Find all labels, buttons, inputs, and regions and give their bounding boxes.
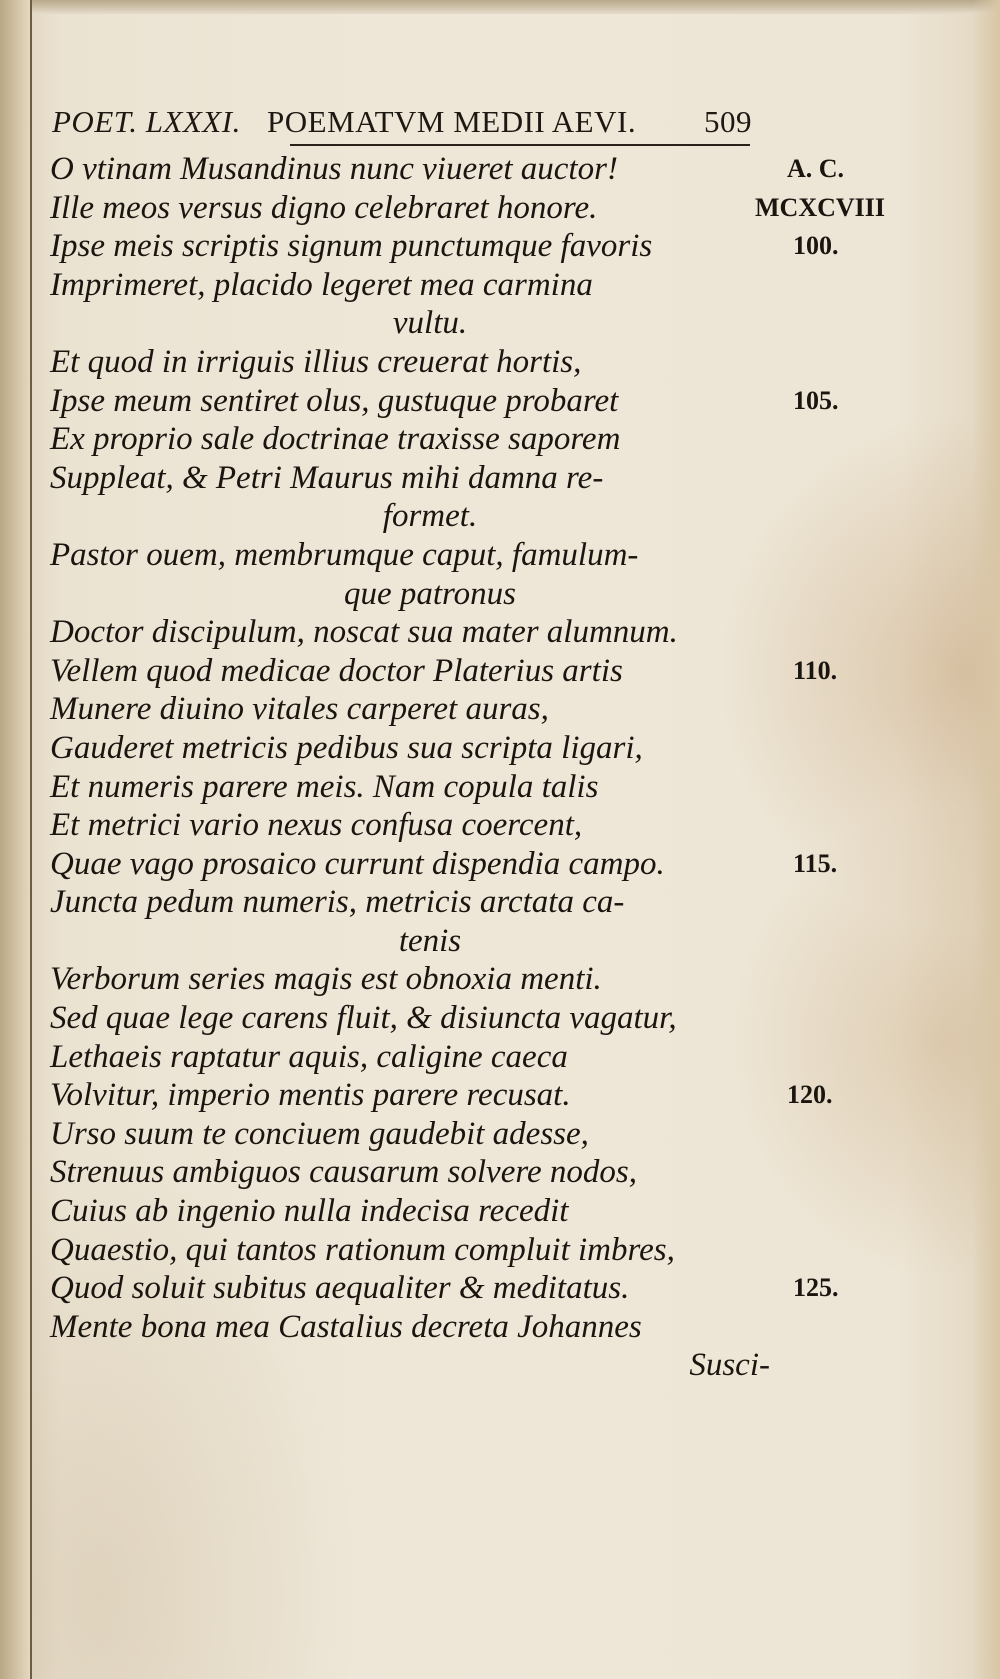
verse-line: Gauderet metricis pedibus sua scripta ligari, — [50, 729, 643, 766]
catchword: Susci- — [689, 1347, 770, 1384]
facing-page-fragments — [2, 110, 22, 1310]
running-head-title: POEMATVM MEDII AEVI. — [267, 104, 637, 139]
line-number: 115. — [793, 848, 838, 878]
verse-line: Et quod in irriguis illius creuerat hortis, — [50, 343, 582, 380]
line-number: 105. — [793, 385, 839, 415]
verse-line: Quod soluit subitus aequaliter & meditatus. — [50, 1270, 630, 1307]
verse-continuation: tenis — [398, 922, 462, 959]
line-number: 120. — [787, 1080, 833, 1110]
line-number: 110. — [793, 655, 838, 685]
era-label: A. C. — [787, 154, 845, 183]
verse-line: Suppleat, & Petri Maurus mihi damna re- — [50, 459, 604, 496]
verse-line: Volvitur, imperio mentis parere recusat. — [50, 1077, 571, 1114]
verse-line: O vtinam Musandinus nunc viueret auctor! — [50, 151, 618, 187]
verse-line: Ipse meis scriptis signum punctumque favoris — [50, 228, 653, 265]
facing-page-gutter — [0, 0, 32, 1679]
verse-line: Strenuus ambiguos causarum solvere nodos, — [50, 1154, 637, 1191]
verse-line: Vellem quod medicae doctor Platerius artis — [50, 652, 623, 689]
verse-line: Imprimeret, placido legeret mea carmina — [50, 266, 593, 303]
verse-line: Verborum series magis est obnoxia menti. — [50, 961, 602, 998]
verse-line: Sed quae lege carens fluit, & disiuncta vagatur, — [50, 1000, 677, 1037]
verse-continuation: que patronus — [343, 575, 517, 612]
era-year: MCXCVIII — [755, 192, 885, 222]
verse-line: Mente bona mea Castalius decreta Johannes — [50, 1308, 642, 1345]
page-number: 509 — [704, 104, 752, 139]
line-number: 125. — [793, 1273, 839, 1303]
running-head — [52, 104, 752, 144]
verse-line: Ille meos versus digno celebraret honore. — [50, 189, 598, 226]
verse-line: Et metrici vario nexus confusa coercent, — [50, 807, 583, 844]
verse-line: Ipse meum sentiret olus, gustuque probaret — [50, 382, 619, 419]
line-number: 100. — [793, 231, 839, 261]
verse-line: Urso suum te conciuem gaudebit adesse, — [50, 1115, 589, 1152]
verse-continuation: formet. — [382, 498, 478, 535]
verse-line: Doctor discipulum, noscat sua mater alumnum. — [50, 614, 678, 651]
verse-line: Cuius ab ingenio nulla indecisa recedit — [50, 1193, 569, 1230]
verse-continuation: vultu. — [392, 305, 468, 342]
verse-line: Et numeris parere meis. Nam copula talis — [50, 768, 599, 805]
verse-line: Quae vago prosaico currunt dispendia campo. — [50, 845, 665, 882]
verse-line: Juncta pedum numeris, metricis arctata ca- — [50, 884, 625, 921]
poem-text — [50, 150, 770, 1385]
verse-line: Lethaeis raptatur aquis, caligine caeca — [50, 1038, 568, 1075]
right-page-edge — [972, 0, 1000, 1679]
top-edge-stain — [30, 0, 1000, 14]
running-head-left: POET. LXXXI. — [52, 104, 241, 139]
verse-line: Ex proprio sale doctrinae traxisse saporem — [50, 421, 621, 458]
verse-line: Pastor ouem, membrumque caput, famulum- — [50, 536, 639, 573]
verse-line: Quaestio, qui tantos rationum compluit imbres, — [50, 1231, 675, 1268]
header-rule — [290, 144, 750, 146]
verse-line: Munere diuino vitales carperet auras, — [50, 691, 549, 728]
